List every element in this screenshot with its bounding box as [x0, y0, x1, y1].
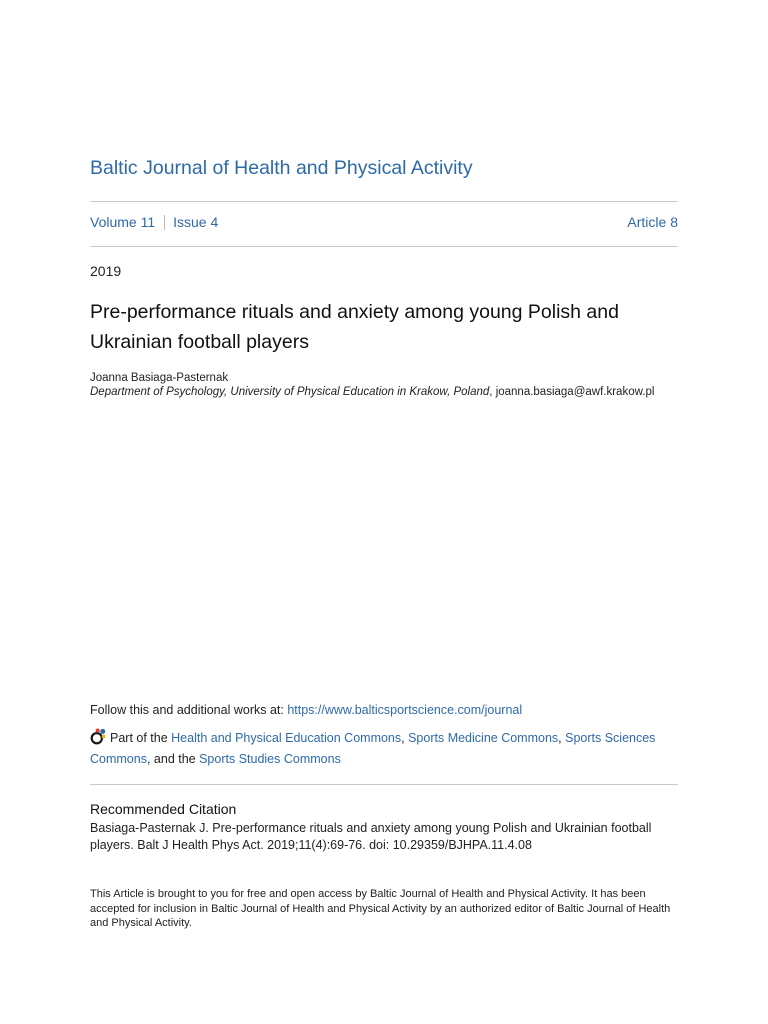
- open-access-note: This Article is brought to you for free and open access by Baltic Journal of Health and Physical Activity. It has been accepted for inclusion in Baltic Journal of Health and Physical Activity by an authorized editor of Baltic Journal of Health and Physical Activity.: [90, 888, 671, 929]
- author-affiliation: [90, 386, 690, 398]
- issue-link[interactable]: Issue 4: [173, 214, 219, 230]
- part-of-commons: [90, 728, 678, 770]
- citation-text: Basiaga-Pasternak J. Pre-performance rituals and anxiety among young Polish and Ukrainian football players. Balt J Health Phys Act. 2019;11(4):69-76. doi: 10.29359/BJHPA.11.4.08: [90, 821, 652, 852]
- top-divider: [90, 201, 678, 202]
- affiliation-text: Department of Psychology, University of Physical Education in Krakow, Poland: [90, 386, 490, 398]
- issue-bar: [90, 214, 678, 230]
- issue-divider: [90, 246, 678, 247]
- volume-link[interactable]: Volume 11: [90, 214, 156, 230]
- commons-separator: ,: [558, 731, 566, 745]
- affiliation-comma: ,: [489, 386, 496, 398]
- journal-url-link[interactable]: https://www.balticsportscience.com/journal: [287, 703, 523, 717]
- follow-label: Follow this and additional works at:: [90, 703, 288, 717]
- citation-divider: [90, 784, 678, 785]
- bepress-network-icon: [90, 728, 107, 745]
- commons-separator: ,: [401, 731, 409, 745]
- author-name: Joanna Basiaga-Pasternak: [90, 372, 229, 384]
- part-of-prefix: Part of the: [110, 731, 172, 745]
- volume-issue-separator: [164, 215, 165, 230]
- journal-title-link[interactable]: Baltic Journal of Health and Physical Activity: [90, 157, 473, 179]
- commons-link-sports-medicine[interactable]: Sports Medicine Commons: [408, 731, 559, 745]
- author-email: joanna.basiaga@awf.krakow.pl: [495, 386, 655, 398]
- publication-year: 2019: [90, 263, 122, 279]
- volume-issue-group: [90, 214, 218, 230]
- commons-link-sports-studies[interactable]: Sports Studies Commons: [199, 752, 341, 766]
- commons-link-health-pe[interactable]: Health and Physical Education Commons: [171, 731, 402, 745]
- article-link[interactable]: Article 8: [627, 214, 678, 230]
- commons-and-the: , and the: [146, 752, 200, 766]
- follow-line: [90, 703, 522, 717]
- citation-heading: Recommended Citation: [90, 801, 237, 817]
- article-title: Pre-performance rituals and anxiety among young Polish and Ukrainian football players: [90, 301, 619, 353]
- commons-link-sports-sciences[interactable]: Sports Sciences Commons: [90, 731, 656, 766]
